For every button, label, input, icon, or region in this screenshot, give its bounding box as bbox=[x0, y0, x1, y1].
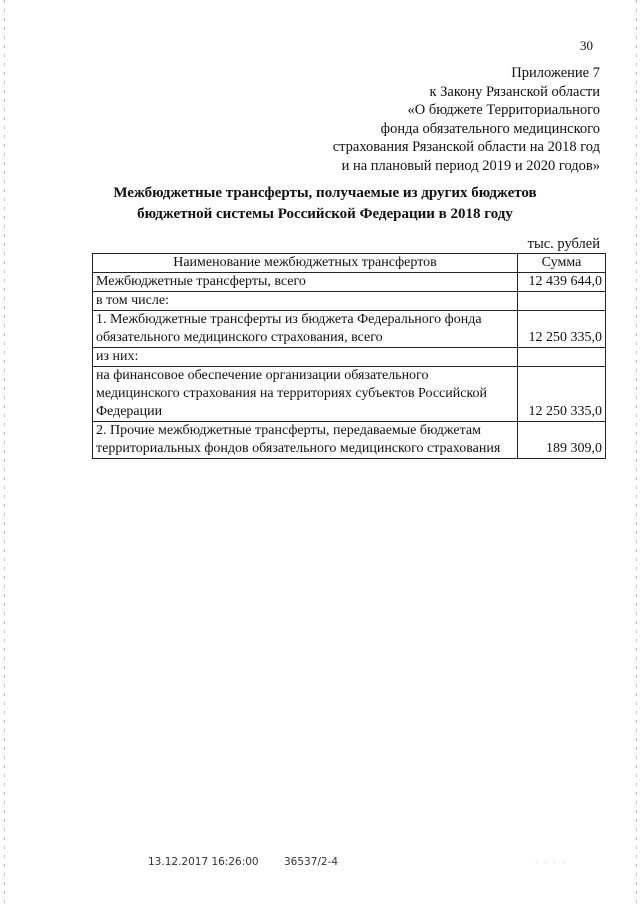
appendix-line: фонда обязательного медицинского bbox=[380, 120, 600, 137]
appendix-line: к Закону Рязанской области bbox=[429, 83, 600, 100]
row-name: 2. Прочие межбюджетные трансферты, передаваемые бюджетам территориальных фондов обязательного медицинского страхования bbox=[93, 422, 518, 459]
table-row bbox=[93, 273, 606, 292]
row-name: из них: bbox=[93, 348, 518, 367]
table-row bbox=[93, 292, 606, 311]
title-line: Межбюджетные трансферты, получаемые из других бюджетов bbox=[113, 185, 537, 201]
footer-timestamp: 13.12.2017 16:26:00 bbox=[148, 856, 259, 868]
table-row bbox=[93, 367, 606, 422]
header-amount: Сумма bbox=[518, 254, 606, 273]
row-amount: 12 250 335,0 bbox=[518, 367, 606, 422]
appendix-header bbox=[270, 64, 600, 175]
scan-edge-right bbox=[636, 0, 637, 905]
appendix-line: страхования Рязанской области на 2018 год bbox=[332, 139, 600, 155]
row-amount: 189 309,0 bbox=[518, 422, 606, 459]
page-number: 30 bbox=[580, 38, 593, 53]
row-amount: 12 439 644,0 bbox=[518, 273, 606, 292]
table-row bbox=[93, 422, 606, 459]
appendix-line: и на плановый период 2019 и 2020 годов» bbox=[341, 157, 600, 174]
table-header-row bbox=[93, 254, 606, 273]
header-name: Наименование межбюджетных трансфертов bbox=[93, 254, 518, 273]
scan-edge-left bbox=[4, 0, 5, 905]
row-amount bbox=[518, 348, 606, 367]
footer-stamp bbox=[148, 856, 360, 868]
appendix-line: «О бюджете Территориального bbox=[407, 102, 600, 118]
row-name: Межбюджетные трансферты, всего bbox=[93, 273, 518, 292]
row-name: 1. Межбюджетные трансферты из бюджета Федерального фонда обязательного медицинского страхования, всего bbox=[93, 311, 518, 348]
row-amount bbox=[518, 292, 606, 311]
table-row bbox=[93, 348, 606, 367]
table-row bbox=[93, 311, 606, 348]
row-name: в том числе: bbox=[93, 292, 518, 311]
title-line: бюджетной системы Российской Федерации в 2018 году bbox=[137, 206, 513, 222]
document-title bbox=[90, 183, 560, 225]
appendix-line: Приложение 7 bbox=[511, 65, 600, 81]
transfers-table bbox=[92, 253, 606, 459]
row-amount: 12 250 335,0 bbox=[518, 311, 606, 348]
footer-doc-code: 36537/2-4 bbox=[283, 856, 339, 868]
row-name: на финансовое обеспечение организации обязательного медицинского страхования на территориях субъектов Российской Федерации bbox=[93, 367, 518, 422]
units-label: тыс. рублей bbox=[527, 236, 600, 252]
scan-mark: · · · · bbox=[535, 858, 567, 867]
